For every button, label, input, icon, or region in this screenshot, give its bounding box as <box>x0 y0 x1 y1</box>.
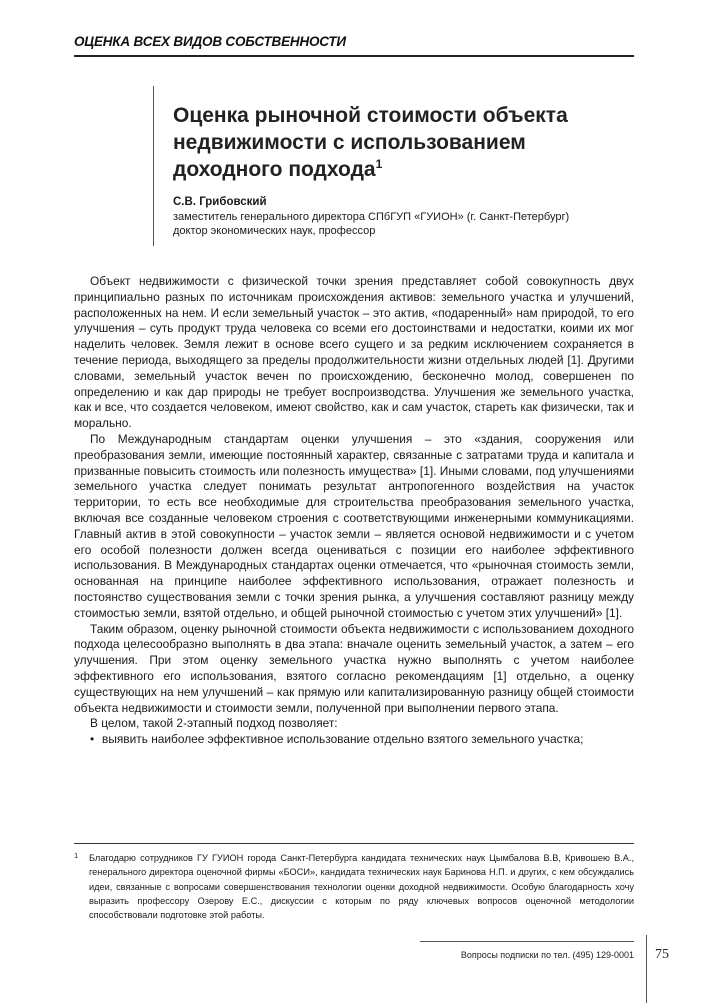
title-line-3-text: доходного подхода <box>173 158 376 181</box>
footnote-rule <box>74 843 634 844</box>
article-body <box>74 274 634 748</box>
article-title <box>173 102 633 183</box>
footnote <box>74 851 634 922</box>
title-line-2: недвижимости с использованием <box>173 131 526 154</box>
footnote-text: Благодарю сотрудников ГУ ГУИОН города Санкт-Петербурга кандидата технических наук Цымбалова В.В, Кривошею В.А., генерального директора оценочной фирмы «БОСИ», кандидата технических наук Баринова Н.П. и других, с кем обсуждались идеи, связанные с вопросами совершенствования технологии оценки доходной недвижимости. Особую благодарность хочу выразить профессору Озерову Е.С., дискуссии с которым по ряду ключевых вопросов оценочной методологии способствовали подготовке этой работы. <box>89 853 634 921</box>
title-line-1: Оценка рыночной стоимости объекта <box>173 104 568 127</box>
author-block <box>173 195 633 239</box>
footer-rule <box>420 941 634 942</box>
paragraph: В целом, такой 2-этапный подход позволяет: <box>90 716 338 731</box>
author-position: заместитель генерального директора СПбГУП «ГУИОН» (г. Санкт-Петербург) <box>173 210 570 223</box>
page-number-rule <box>646 935 647 1003</box>
paragraph: Объект недвижимости с физической точки зрения представляет собой совокупность двух принципиально разных по источникам происхождения активов: земельного участка и улучшений, расположенных на нем. И если земельный участок – это актив, «подаренный» нам природой, то его улучшения – суть продукт труда человека со всеми его достоинствами и недостатки, коими их мог наделить человек. Земля лежит в основе всего сущего и за редким исключением сохраняется в течение периода, выходящего за пределы продолжительности жизни отдельных людей [1]. Другими словами, земельный участок вечен по происхождению, бесконечно молод, совершенен по определению и как дар природы не требует воспроизводства. Улучшения же земельного участка, как и все, что создается человеком, имеют свойство, как и сам участок, стареть как физически, так и морально. <box>74 274 634 431</box>
section-title: ОЦЕНКА ВСЕХ ВИДОВ СОБСТВЕННОСТИ <box>74 34 346 49</box>
bullet-dot-icon: • <box>90 732 95 747</box>
bullet-item <box>74 732 634 748</box>
title-line-3 <box>173 156 633 183</box>
paragraph: По Международным стандартам оценки улучшения – это «здания, сооружения или преобразования земли, имеющие постоянный характер, связанные с затратами труда и капитала и призванные повысить стоимость или полезность имущества» [1]. Иными словами, под улучшениями земельного участка следует понимать результат антропогенного воздействия на участок территории, то есть все необходимые для строительства преобразования земельного участка, включая все созданные человеком строения с соответствующими инженерными коммуникациями. Главный актив в этой совокупности – участок земли – является основой недвижимости и с учетом его особой полезности должен всегда оцениваться с позиции его наиболее эффективного использования. В Международных стандартах оценки отмечается, что «рыночная стоимость земли, основанная на принципе наиболее эффективного использования, отражает полезность и постоянство существования земли с точки зрения рынка, а улучшения составляют разницу между стоимостью земли, взятой отдельно, и общей рыночной стоимостью с учетом этих улучшений» [1]. <box>74 431 634 620</box>
running-header <box>74 34 634 49</box>
page-number: 75 <box>655 947 669 962</box>
subscription-info: Вопросы подписки по тел. (495) 129-0001 <box>460 950 634 960</box>
title-vertical-rule <box>153 86 154 246</box>
header-rule <box>74 55 634 57</box>
bullet-text: выявить наиболее эффективное использование отдельно взятого земельного участка; <box>102 732 584 747</box>
title-footnote-mark: 1 <box>375 157 383 171</box>
author-degree: доктор экономических наук, профессор <box>173 225 376 237</box>
paragraph: Таким образом, оценку рыночной стоимости объекта недвижимости с использованием доходного подхода целесообразно выполнять в два этапа: вначале оценить земельный участок, а затем – его улучшения. При этом оценку земельного участка нужно выполнять с учетом наиболее эффективного его использования, взятого согласно рекомендациям [1] отдельно, а оценку существующих на нем улучшений – как прямую или капитализированную разницу общей стоимости объекта недвижимости и стоимости земли, полученной при выполнении первого этапа. <box>74 621 634 715</box>
author-name: С.В. Грибовский <box>173 196 267 208</box>
footnote-mark: 1 <box>74 851 79 860</box>
